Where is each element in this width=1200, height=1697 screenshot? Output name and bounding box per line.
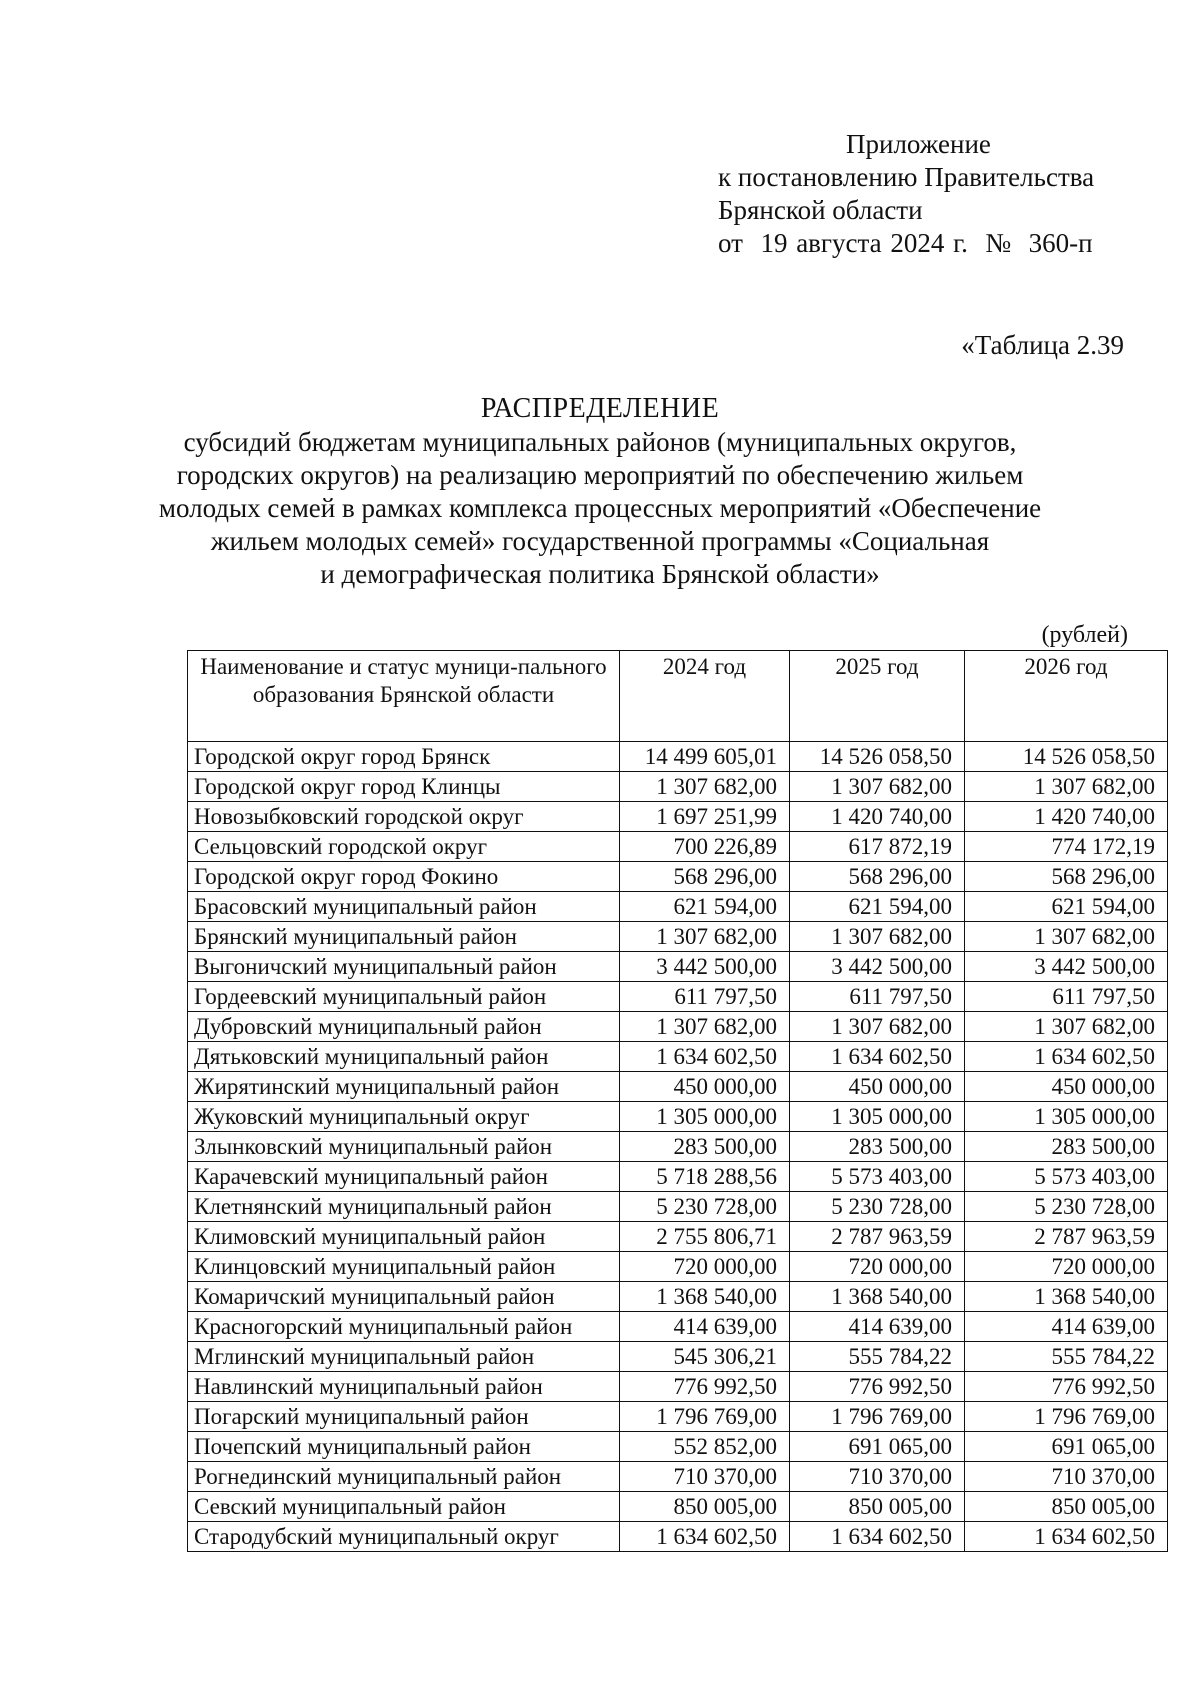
value-2024-cell: 5 230 728,00 (620, 1192, 790, 1222)
table-row (188, 742, 1168, 772)
municipality-cell: Городской округ город Фокино (188, 862, 620, 892)
table-row (188, 952, 1168, 982)
value-2024-cell: 1 307 682,00 (620, 922, 790, 952)
value-2026-cell: 1 634 602,50 (965, 1522, 1168, 1552)
table-row (188, 1402, 1168, 1432)
value-2024-cell: 611 797,50 (620, 982, 790, 1012)
header-municipality: Наименование и статус муници-пального образования Брянской области (188, 651, 620, 742)
value-2025-cell: 283 500,00 (790, 1132, 965, 1162)
table-row (188, 832, 1168, 862)
table-row (188, 1492, 1168, 1522)
table-row (188, 1222, 1168, 1252)
municipality-cell: Красногорский муниципальный район (188, 1312, 620, 1342)
value-2025-cell: 5 573 403,00 (790, 1162, 965, 1192)
value-2026-cell: 1 368 540,00 (965, 1282, 1168, 1312)
value-2026-cell: 1 796 769,00 (965, 1402, 1168, 1432)
municipality-cell: Жуковский муниципальный округ (188, 1102, 620, 1132)
value-2026-cell: 555 784,22 (965, 1342, 1168, 1372)
value-2025-cell: 691 065,00 (790, 1432, 965, 1462)
municipality-cell: Новозыбковский городской округ (188, 802, 620, 832)
value-2025-cell: 1 634 602,50 (790, 1522, 965, 1552)
value-2026-cell: 621 594,00 (965, 892, 1168, 922)
value-2026-cell: 568 296,00 (965, 862, 1168, 892)
value-2025-cell: 776 992,50 (790, 1372, 965, 1402)
municipality-cell: Дубровский муниципальный район (188, 1012, 620, 1042)
municipality-cell: Дятьковский муниципальный район (188, 1042, 620, 1072)
value-2026-cell: 774 172,19 (965, 832, 1168, 862)
value-2024-cell: 700 226,89 (620, 832, 790, 862)
value-2025-cell: 617 872,19 (790, 832, 965, 862)
value-2026-cell: 850 005,00 (965, 1492, 1168, 1522)
title-line: жильем молодых семей» государственной программы «Социальная (210, 526, 990, 556)
appendix-resolution: к постановлению Правительства (718, 162, 1095, 192)
document-title (150, 392, 1050, 591)
value-2025-cell: 14 526 058,50 (790, 742, 965, 772)
value-2026-cell: 611 797,50 (965, 982, 1168, 1012)
table-row (188, 922, 1168, 952)
table-row (188, 1372, 1168, 1402)
value-2026-cell: 1 307 682,00 (965, 922, 1168, 952)
table-row (188, 1312, 1168, 1342)
municipality-cell: Клетнянский муниципальный район (188, 1192, 620, 1222)
value-2026-cell: 3 442 500,00 (965, 952, 1168, 982)
value-2024-cell: 2 755 806,71 (620, 1222, 790, 1252)
municipality-cell: Злынковский муниципальный район (188, 1132, 620, 1162)
value-2024-cell: 776 992,50 (620, 1372, 790, 1402)
value-2026-cell: 450 000,00 (965, 1072, 1168, 1102)
value-2026-cell: 720 000,00 (965, 1252, 1168, 1282)
value-2026-cell: 1 634 602,50 (965, 1042, 1168, 1072)
table-row (188, 1432, 1168, 1462)
table-row (188, 892, 1168, 922)
table-row (188, 1012, 1168, 1042)
value-2024-cell: 1 697 251,99 (620, 802, 790, 832)
title-heading: РАСПРЕДЕЛЕНИЕ (480, 393, 720, 424)
value-2024-cell: 1 634 602,50 (620, 1522, 790, 1552)
value-2024-cell: 1 796 769,00 (620, 1402, 790, 1432)
municipality-cell: Погарский муниципальный район (188, 1402, 620, 1432)
value-2024-cell: 450 000,00 (620, 1072, 790, 1102)
table-label: «Таблица 2.39 (961, 330, 1124, 360)
value-2025-cell: 3 442 500,00 (790, 952, 965, 982)
municipality-cell: Городской округ город Клинцы (188, 772, 620, 802)
value-2024-cell: 1 368 540,00 (620, 1282, 790, 1312)
value-2025-cell: 710 370,00 (790, 1462, 965, 1492)
value-2025-cell: 1 420 740,00 (790, 802, 965, 832)
table-row (188, 772, 1168, 802)
value-2024-cell: 1 307 682,00 (620, 772, 790, 802)
value-2025-cell: 2 787 963,59 (790, 1222, 965, 1252)
value-2024-cell: 3 442 500,00 (620, 952, 790, 982)
municipality-cell: Навлинский муниципальный район (188, 1372, 620, 1402)
table-row (188, 1102, 1168, 1132)
header-year-2026: 2026 год (965, 651, 1168, 742)
municipality-cell: Брянский муниципальный район (188, 922, 620, 952)
value-2025-cell: 555 784,22 (790, 1342, 965, 1372)
appendix-title: Приложение (846, 129, 991, 159)
value-2026-cell: 5 230 728,00 (965, 1192, 1168, 1222)
table-row (188, 1042, 1168, 1072)
municipality-cell: Сельцовский городской округ (188, 832, 620, 862)
value-2026-cell: 414 639,00 (965, 1312, 1168, 1342)
value-2024-cell: 1 634 602,50 (620, 1042, 790, 1072)
title-line: городских округов) на реализацию мероприятий по обеспечению жильем (176, 460, 1024, 490)
value-2026-cell: 691 065,00 (965, 1432, 1168, 1462)
table-row (188, 1162, 1168, 1192)
value-2024-cell: 850 005,00 (620, 1492, 790, 1522)
municipality-cell: Почепский муниципальный район (188, 1432, 620, 1462)
title-line: субсидий бюджетам муниципальных районов (муниципальных округов, (183, 427, 1017, 457)
table-body (188, 742, 1168, 1552)
value-2026-cell: 1 307 682,00 (965, 1012, 1168, 1042)
value-2024-cell: 720 000,00 (620, 1252, 790, 1282)
value-2026-cell: 1 307 682,00 (965, 772, 1168, 802)
value-2025-cell: 414 639,00 (790, 1312, 965, 1342)
header-year-2024: 2024 год (620, 651, 790, 742)
value-2024-cell: 621 594,00 (620, 892, 790, 922)
appendix-region: Брянской области (718, 195, 923, 225)
municipality-cell: Рогнединский муниципальный район (188, 1462, 620, 1492)
value-2026-cell: 1 420 740,00 (965, 802, 1168, 832)
value-2024-cell: 5 718 288,56 (620, 1162, 790, 1192)
municipality-cell: Стародубский муниципальный округ (188, 1522, 620, 1552)
value-2024-cell: 545 306,21 (620, 1342, 790, 1372)
municipality-cell: Комаричский муниципальный район (188, 1282, 620, 1312)
municipality-cell: Городской округ город Брянск (188, 742, 620, 772)
value-2025-cell: 1 307 682,00 (790, 922, 965, 952)
title-line: молодых семей в рамках комплекса процессных мероприятий «Обеспечение (158, 493, 1042, 523)
value-2024-cell: 414 639,00 (620, 1312, 790, 1342)
value-2026-cell: 5 573 403,00 (965, 1162, 1168, 1192)
municipality-cell: Клинцовский муниципальный район (188, 1252, 620, 1282)
value-2025-cell: 1 305 000,00 (790, 1102, 965, 1132)
units-label: (рублей) (1041, 622, 1128, 648)
value-2025-cell: 621 594,00 (790, 892, 965, 922)
table-row (188, 1462, 1168, 1492)
value-2026-cell: 2 787 963,59 (965, 1222, 1168, 1252)
value-2024-cell: 1 307 682,00 (620, 1012, 790, 1042)
value-2026-cell: 14 526 058,50 (965, 742, 1168, 772)
municipality-cell: Жирятинский муниципальный район (188, 1072, 620, 1102)
title-line: и демографическая политика Брянской области» (320, 559, 880, 589)
municipality-cell: Выгоничский муниципальный район (188, 952, 620, 982)
municipality-cell: Гордеевский муниципальный район (188, 982, 620, 1012)
municipality-cell: Карачевский муниципальный район (188, 1162, 620, 1192)
appendix-date-number: от 19 августа 2024 г. № 360-п (718, 228, 1093, 258)
table-row (188, 1072, 1168, 1102)
value-2025-cell: 611 797,50 (790, 982, 965, 1012)
value-2026-cell: 776 992,50 (965, 1372, 1168, 1402)
distribution-table (187, 650, 1168, 1552)
value-2024-cell: 710 370,00 (620, 1462, 790, 1492)
value-2025-cell: 720 000,00 (790, 1252, 965, 1282)
table-row (188, 982, 1168, 1012)
value-2024-cell: 1 305 000,00 (620, 1102, 790, 1132)
table-header-row (188, 651, 1168, 742)
table-row (188, 1282, 1168, 1312)
table-row (188, 862, 1168, 892)
table-row (188, 1132, 1168, 1162)
value-2025-cell: 1 796 769,00 (790, 1402, 965, 1432)
value-2025-cell: 1 634 602,50 (790, 1042, 965, 1072)
value-2026-cell: 1 305 000,00 (965, 1102, 1168, 1132)
table-row (188, 1192, 1168, 1222)
appendix-block (718, 128, 1094, 260)
value-2025-cell: 1 307 682,00 (790, 1012, 965, 1042)
table-row (188, 1522, 1168, 1552)
table-row (188, 1252, 1168, 1282)
table-row (188, 1342, 1168, 1372)
value-2024-cell: 14 499 605,01 (620, 742, 790, 772)
municipality-cell: Брасовский муниципальный район (188, 892, 620, 922)
value-2025-cell: 568 296,00 (790, 862, 965, 892)
value-2024-cell: 568 296,00 (620, 862, 790, 892)
municipality-cell: Севский муниципальный район (188, 1492, 620, 1522)
municipality-cell: Климовский муниципальный район (188, 1222, 620, 1252)
value-2024-cell: 552 852,00 (620, 1432, 790, 1462)
value-2026-cell: 710 370,00 (965, 1462, 1168, 1492)
value-2026-cell: 283 500,00 (965, 1132, 1168, 1162)
value-2024-cell: 283 500,00 (620, 1132, 790, 1162)
value-2025-cell: 1 368 540,00 (790, 1282, 965, 1312)
header-year-2025: 2025 год (790, 651, 965, 742)
table-row (188, 802, 1168, 832)
value-2025-cell: 850 005,00 (790, 1492, 965, 1522)
value-2025-cell: 1 307 682,00 (790, 772, 965, 802)
value-2025-cell: 450 000,00 (790, 1072, 965, 1102)
value-2025-cell: 5 230 728,00 (790, 1192, 965, 1222)
municipality-cell: Мглинский муниципальный район (188, 1342, 620, 1372)
